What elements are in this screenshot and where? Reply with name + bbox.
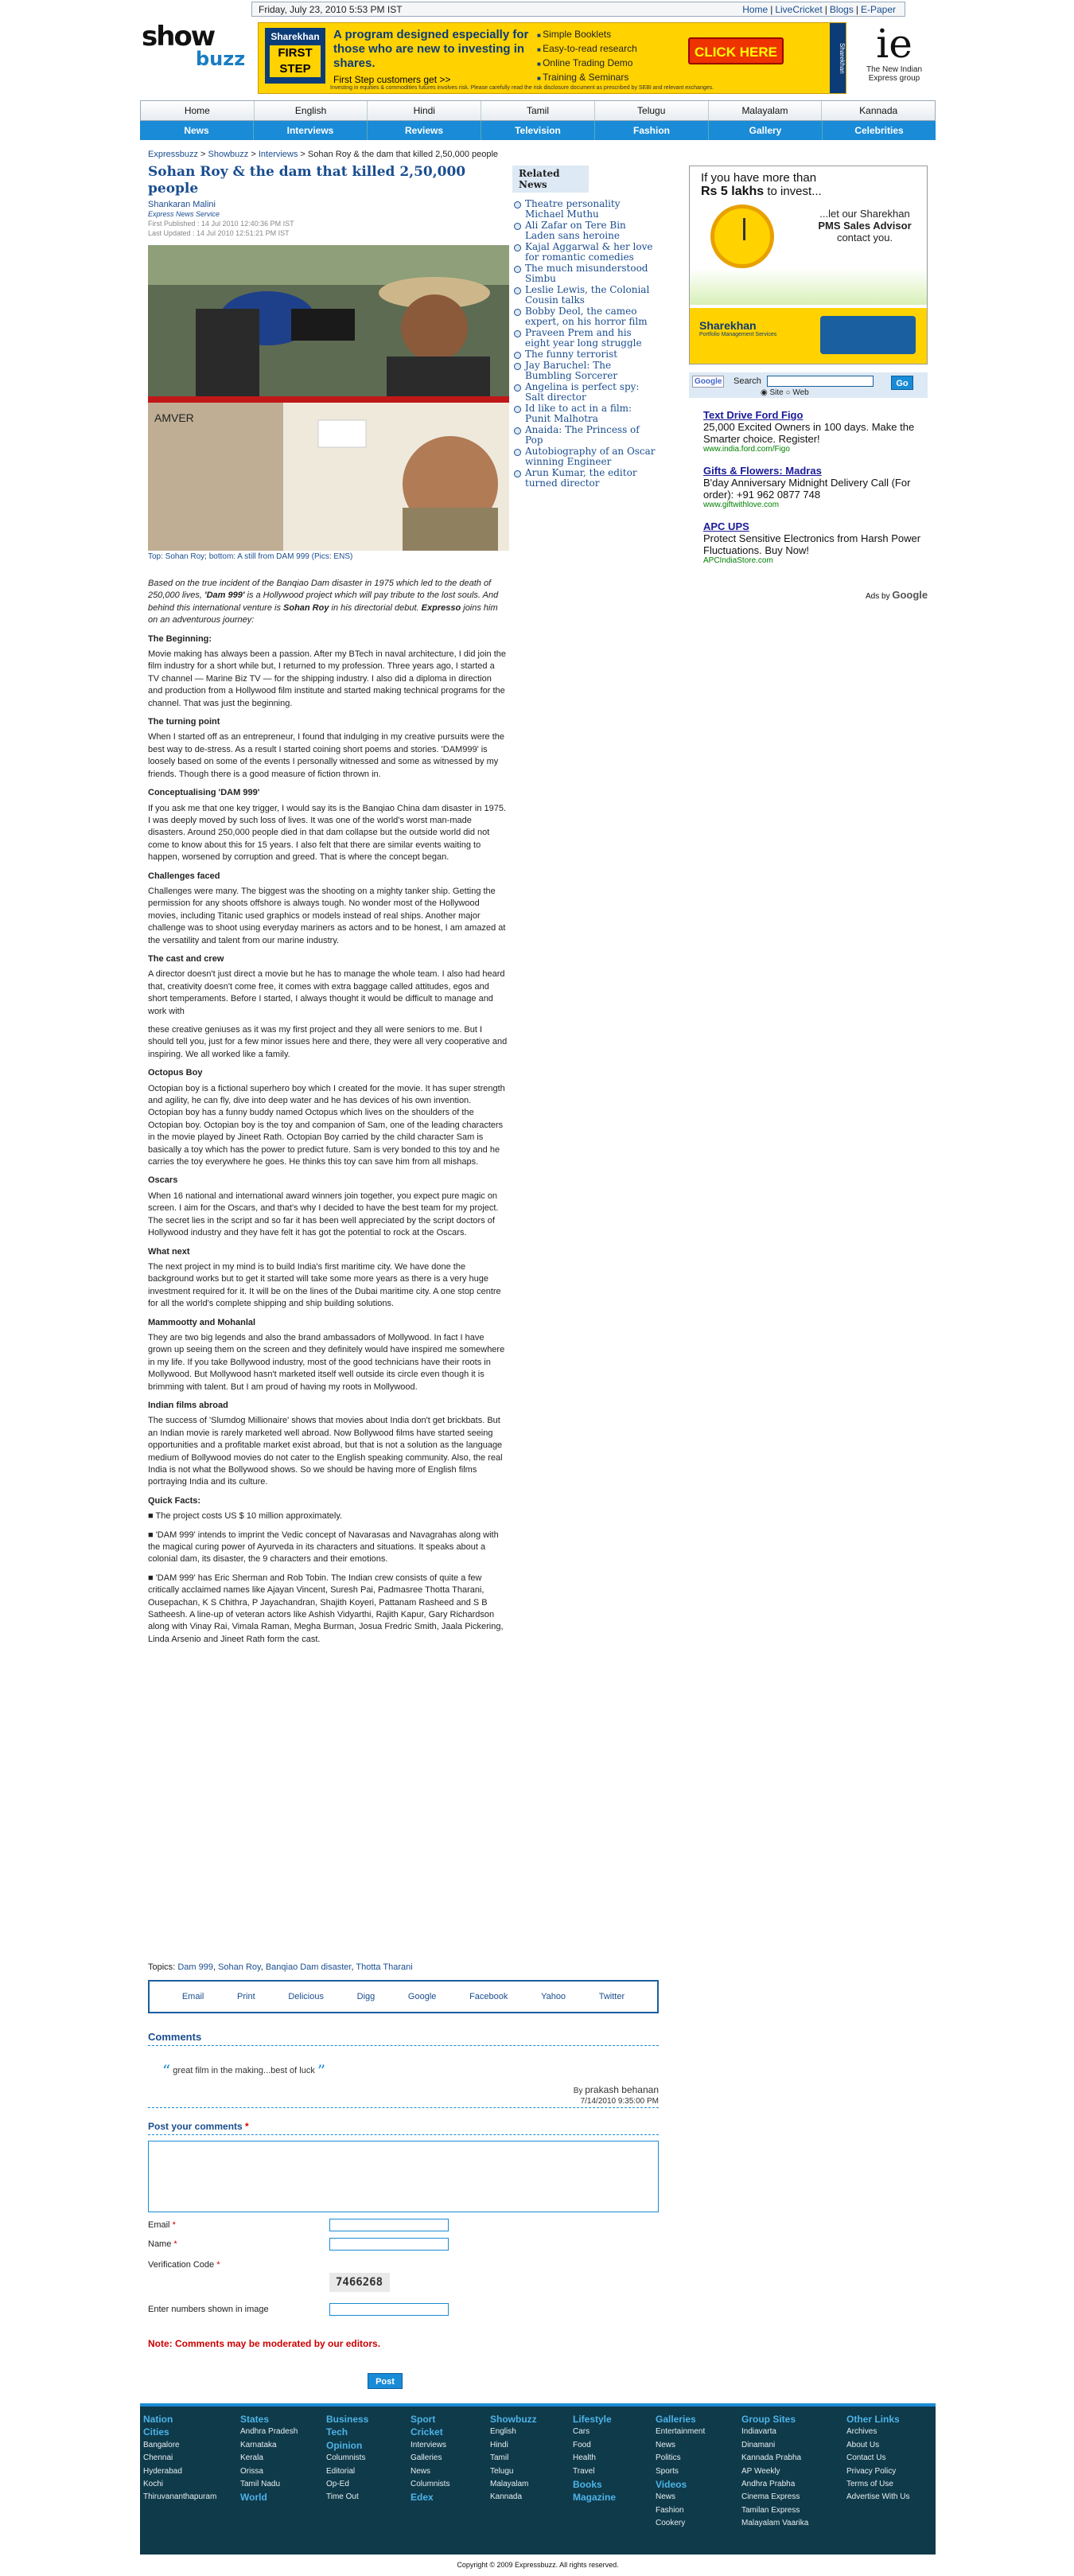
footer-col-galleries bbox=[656, 2413, 705, 2531]
ad-product: FIRST STEP bbox=[270, 45, 321, 77]
ad-bullet: ■ Easy-to-read research bbox=[537, 42, 637, 57]
section-paragraph: The next project in my mind is to build India's first maritime city. We have done the background works but to get it started will take some more years as there is a very huge investment required for it. It will be on the lines of the Dubai maritime city. A one stop centre for all the world's complete shipping and ship building solutions. bbox=[148, 1261, 501, 1309]
quick-fact: ■ 'DAM 999' has Eric Sherman and Rob Tobin. The Indian crew consists of quite a few critically acclaimed names like Ajayan Vincent, Suresh Pai, Padmasree Thotta Tharani, Ousepachan, K S Chithra, P Jayachandran, Shajith Koyeri, Pattanam Rasheed and S B Satheesh. A line-up of veteran actors like Ashish Vidyarthi, Rajith Kapur, Gary Richardson along with Vinay Rai, Vimala Raman, Megha Burman, Josua Fredric Smith, Jaala Pickering, Linda Arsenio and Jineet Rath form the cast. bbox=[148, 1572, 504, 1644]
lang-nav-hindi[interactable]: Hindi bbox=[368, 101, 481, 120]
updated-date: Last Updated : 14 Jul 2010 12:51:21 PM IST bbox=[148, 229, 290, 237]
radio-site-label: Site bbox=[769, 388, 784, 397]
footer-link[interactable]: Thiruvananthapuram bbox=[143, 2492, 217, 2502]
enter-numbers-label: Enter numbers shown in image bbox=[148, 2305, 269, 2314]
related-news-heading: Related News bbox=[512, 166, 589, 193]
footer-heading[interactable]: Galleries bbox=[656, 2414, 696, 2425]
author-link[interactable]: Shankaran Malini bbox=[148, 200, 216, 209]
section-heading: Indian films abroad bbox=[148, 1400, 228, 1410]
top-link-epaper[interactable]: E-Paper bbox=[860, 3, 896, 15]
search-scope bbox=[761, 388, 809, 397]
section-paragraph: Challenges were many. The biggest was the shooting on a mighty tanker ship. Getting the permission for any shoots offshore is always tough. No wonder most of the Hollywood movies, including Titanic used graphics or models instead of real ships. Another major challenge was to shoot using everyday mariners as actors and to be honest, I am amazed at the versatility and talent from our marine industry. bbox=[148, 886, 506, 945]
sec-nav-television[interactable]: Television bbox=[481, 121, 595, 140]
section-paragraph: these creative geniuses as it was my first project and they all were seniors to me. But I should tell you, just for a few minor issues here and there, they were all very cooperative and inspiring. We all worked like a family. bbox=[148, 1025, 508, 1059]
article-body bbox=[148, 578, 508, 1652]
footer-link[interactable]: AP Weekly bbox=[741, 2466, 780, 2476]
share-email[interactable]: Email bbox=[181, 1992, 204, 2001]
date-time: Friday, July 23, 2010 5:53 PM IST bbox=[259, 3, 403, 15]
logo-show-text: show bbox=[142, 21, 215, 53]
footer-link[interactable]: Chennai bbox=[143, 2453, 173, 2463]
intro-film-title: 'Dam 999' bbox=[204, 590, 245, 601]
topics: Topics: Dam 999, Sohan Roy, Banqiao Dam disaster, Thotta Tharani bbox=[148, 1962, 413, 1972]
radio-site-icon[interactable]: ◉ bbox=[761, 388, 768, 397]
footer-heading[interactable]: Group Sites bbox=[741, 2414, 796, 2425]
footer-link[interactable]: Hindi bbox=[490, 2440, 508, 2449]
article-title: Sohan Roy & the dam that killed 2,50,000 people bbox=[148, 164, 466, 197]
footer-link[interactable]: Andhra Prabha bbox=[741, 2480, 796, 2489]
clock-icon bbox=[710, 205, 774, 268]
footer-link[interactable]: News bbox=[411, 2466, 431, 2476]
ads-by-text: Ads by bbox=[866, 592, 890, 601]
side-ad-brand bbox=[699, 319, 776, 337]
showbuzz-logo[interactable] bbox=[140, 21, 251, 76]
footer-heading[interactable]: Showbuzz bbox=[490, 2414, 537, 2425]
text-ad bbox=[703, 465, 934, 509]
footer-link[interactable]: Kerala bbox=[240, 2453, 263, 2463]
footer-link[interactable]: Columnists bbox=[326, 2453, 366, 2463]
footer-heading[interactable]: Nation bbox=[143, 2414, 173, 2425]
footer-heading[interactable]: Other Links bbox=[846, 2414, 900, 2425]
section-heading: Quick Facts: bbox=[148, 1495, 201, 1506]
footer-link[interactable]: Op-Ed bbox=[326, 2480, 349, 2489]
topic-link[interactable]: Sohan Roy bbox=[218, 1962, 261, 1972]
related-news-item[interactable]: Bobby Deol, the cameo expert, on his horror film bbox=[512, 306, 659, 327]
lang-nav-malayalam[interactable]: Malayalam bbox=[709, 101, 823, 120]
ad-bullet: ■ Training & Seminars bbox=[537, 71, 637, 85]
section-heading: Oscars bbox=[148, 1175, 178, 1186]
post-comment-heading bbox=[148, 2121, 659, 2135]
ie-mark: ie bbox=[876, 21, 913, 67]
sec-nav-reviews[interactable]: Reviews bbox=[368, 121, 481, 140]
comment-meta bbox=[530, 2085, 659, 2106]
share-bar bbox=[148, 1980, 659, 2013]
footer-col-nation bbox=[143, 2413, 216, 2504]
section-heading: Challenges faced bbox=[148, 871, 220, 881]
sharekhan-pms-ad[interactable] bbox=[689, 166, 928, 364]
related-news-item[interactable]: Theatre personality Michael Muthu bbox=[512, 199, 659, 220]
footer-col-states bbox=[240, 2413, 298, 2504]
comment-text: great film in the making...best of luck bbox=[173, 2066, 315, 2075]
footer bbox=[140, 2403, 936, 2555]
footer-link[interactable]: Malayalam bbox=[490, 2480, 529, 2489]
photo-caption: Top: Sohan Roy; bottom: A still from DAM 999 (Pics: ENS) bbox=[148, 552, 353, 561]
footer-link[interactable]: Columnists bbox=[411, 2480, 450, 2489]
required-mark: * bbox=[173, 2239, 177, 2249]
ad-bullet: ■ Simple Booklets bbox=[537, 28, 637, 42]
related-news-item[interactable]: Leslie Lewis, the Colonial Cousin talks bbox=[512, 285, 659, 306]
lang-nav-tamil[interactable]: Tamil bbox=[481, 101, 595, 120]
post-heading-text: Post your comments bbox=[148, 2121, 243, 2132]
related-news-item[interactable]: Kajal Aggarwal & her love for romantic comedies bbox=[512, 242, 659, 263]
ad-disclaimer: Investing in equities & commodities futures involves risk. Please carefully read the risk disclosure document as prescribed by SEBI and relevant exchanges. bbox=[330, 85, 714, 91]
footer-link[interactable]: Kochi bbox=[143, 2480, 164, 2489]
comment-by: By bbox=[573, 2087, 583, 2095]
footer-heading[interactable]: Videos bbox=[656, 2479, 687, 2491]
email-label-text: Email bbox=[148, 2220, 170, 2230]
share-facebook[interactable]: Facebook bbox=[469, 1992, 508, 2001]
section-heading: The cast and crew bbox=[148, 953, 224, 964]
topic-link[interactable]: Thotta Tharani bbox=[356, 1962, 413, 1972]
side-ad-brand-name: Sharekhan bbox=[699, 319, 757, 332]
text-ad-url[interactable]: www.giftwithlove.com bbox=[703, 501, 780, 509]
section-paragraph: When I started off as an entrepreneur, I found that indulging in my creative pursuits were the best way to de-stress. As a result I started coining short poems and stories. 'DAM999' is loosely based on some of the events I personally witnessed and some as witnessed by my friends. Though there is a good measure of fiction thrown in. bbox=[148, 732, 504, 779]
related-news bbox=[512, 166, 659, 489]
intro-text: in his directorial debut. bbox=[331, 602, 419, 613]
footer-link[interactable]: Karnataka bbox=[240, 2440, 277, 2449]
text-ad-desc: Protect Sensitive Electronics from Harsh Power Fluctuations. Buy Now! bbox=[703, 532, 921, 556]
breadcrumb-interviews[interactable]: Interviews bbox=[258, 150, 298, 159]
footer-link[interactable]: Contact Us bbox=[846, 2453, 886, 2463]
footer-link[interactable]: About Us bbox=[846, 2440, 880, 2449]
google-wordmark: Google bbox=[892, 589, 928, 601]
verification-label bbox=[148, 2260, 220, 2270]
footer-heading[interactable]: Business bbox=[326, 2414, 369, 2425]
verification-label-text: Verification Code bbox=[148, 2260, 215, 2270]
footer-link[interactable]: Kannada Prabha bbox=[741, 2453, 802, 2463]
footer-link[interactable]: Malayalam Vaarika bbox=[741, 2519, 809, 2528]
ad-headline bbox=[333, 28, 532, 87]
footer-link[interactable]: Tamilan Express bbox=[741, 2505, 800, 2515]
footer-heading[interactable]: Cities bbox=[143, 2426, 169, 2438]
text-ad bbox=[703, 520, 934, 565]
footer-link[interactable]: Kannada bbox=[490, 2492, 523, 2502]
related-news-item[interactable]: The much misunderstood Simbu bbox=[512, 263, 659, 284]
intro-text: Based on the true incident of the Banqiao Dam disaster in 1975 which led to the death of 250,000 lives, bbox=[148, 579, 492, 601]
google-logo: Google bbox=[692, 376, 724, 388]
topics-label: Topics: bbox=[148, 1962, 176, 1972]
ad-brand-box bbox=[265, 28, 325, 84]
breadcrumb: Expressbuzz > Showbuzz > Interviews > Sohan Roy & the dam that killed 2,50,000 people bbox=[148, 150, 499, 159]
radio-web-icon[interactable]: ○ bbox=[785, 388, 791, 397]
lang-nav-english[interactable]: English bbox=[255, 101, 368, 120]
text-ad-desc: 25,000 Excited Owners in 100 days. Make the Smarter choice. Register! bbox=[703, 421, 915, 445]
article-photo bbox=[148, 245, 509, 551]
top-link-livecricket[interactable]: LiveCricket bbox=[775, 3, 823, 15]
footer-heading[interactable]: Lifestyle bbox=[573, 2414, 612, 2425]
footer-link[interactable]: Dinamani bbox=[741, 2440, 776, 2449]
article-intro bbox=[148, 578, 508, 627]
ie-tagline: The New Indian Express group bbox=[866, 65, 923, 83]
footer-link[interactable]: English bbox=[490, 2427, 516, 2437]
intro-director: Sohan Roy bbox=[283, 602, 329, 613]
share-digg[interactable]: Digg bbox=[356, 1992, 376, 2001]
side-ad-text: ...let our Sharekhan bbox=[819, 208, 910, 220]
search-label: Search bbox=[734, 376, 761, 386]
text-ad-url[interactable]: www.india.ford.com/Figo bbox=[703, 445, 790, 454]
section-heading: The Beginning: bbox=[148, 633, 212, 644]
plants-graphic bbox=[690, 268, 927, 305]
required-mark: * bbox=[216, 2260, 220, 2270]
footer-link[interactable]: Interviews bbox=[411, 2440, 447, 2449]
side-ad-headline bbox=[701, 171, 822, 198]
related-news-item[interactable]: Praveen Prem and his eight year long struggle bbox=[512, 328, 659, 349]
email-field[interactable] bbox=[329, 2219, 449, 2231]
sec-nav-interviews[interactable]: Interviews bbox=[254, 121, 368, 140]
breadcrumb-expressbuzz[interactable]: Expressbuzz bbox=[148, 150, 198, 159]
footer-link[interactable]: Orissa bbox=[240, 2466, 263, 2476]
footer-link[interactable]: News bbox=[656, 2440, 676, 2449]
svg-text:AMVER: AMVER bbox=[154, 411, 194, 424]
google-ads bbox=[703, 409, 934, 576]
text-ad-title[interactable]: Gifts & Flowers: Madras bbox=[703, 465, 822, 477]
section-paragraph: A director doesn't just direct a movie but he has to manage the whole team. I also had heard that, creativity doesn't come free, it comes with extra baggage called attitudes, egos and short temperaments. Before I started, I always thought it would be difficult to manage and work with bbox=[148, 969, 505, 1016]
lang-nav-home[interactable]: Home bbox=[141, 101, 255, 120]
text-ad bbox=[703, 409, 934, 454]
footer-col-showbuzz bbox=[490, 2413, 537, 2504]
text-ad-title[interactable]: Text Drive Ford Figo bbox=[703, 409, 804, 421]
footer-heading[interactable]: Tech bbox=[326, 2426, 348, 2438]
footer-link[interactable]: Tamil Nadu bbox=[240, 2480, 281, 2489]
comments-heading: Comments bbox=[148, 2031, 659, 2046]
footer-heading[interactable]: States bbox=[240, 2414, 270, 2425]
post-button[interactable]: Post bbox=[368, 2373, 403, 2389]
footer-link[interactable]: Time Out bbox=[326, 2492, 359, 2502]
side-ad-amount: Rs 5 lakhs bbox=[701, 185, 765, 198]
side-ad-text: to invest... bbox=[767, 185, 822, 198]
intro-magazine: Expresso bbox=[421, 602, 461, 613]
ad-bullets bbox=[537, 28, 637, 85]
search-go-button[interactable]: Go bbox=[891, 376, 913, 390]
section-heading: Conceptualising 'DAM 999' bbox=[148, 788, 260, 798]
sec-nav-gallery[interactable]: Gallery bbox=[709, 121, 823, 140]
footer-link[interactable]: Food bbox=[573, 2440, 591, 2449]
footer-link[interactable]: Fashion bbox=[656, 2505, 684, 2515]
google-search-box bbox=[689, 372, 928, 398]
share-print[interactable]: Print bbox=[237, 1992, 255, 2001]
section-nav bbox=[140, 121, 936, 140]
section-paragraph: Octopian boy is a fictional superhero boy which I created for the movie. It has super strength and agility, he can fly, dive into deep water and he has devices of his own invention. Octopian boy has a funny buddy named Octopus which lives on the shoulders of the Octopian boy. Octopian boy is the toy and companion of Sam, one of the leading characters in the movie played by Jineet Rath. Octopian Boy carried by the child character Sam is basically a toy which has the power to predict future. Sam is very bonded to this toy and he carries the toy everywhere he goes. He thinks this toy can save him from all mishaps. bbox=[148, 1083, 505, 1167]
name-field[interactable] bbox=[329, 2238, 449, 2251]
topic-link[interactable]: Dam 999 bbox=[177, 1962, 213, 1972]
topic-link[interactable]: Banqiao Dam disaster bbox=[265, 1962, 352, 1972]
footer-col-business bbox=[326, 2413, 368, 2504]
footer-link[interactable]: Telugu bbox=[490, 2466, 514, 2476]
copyright: Copyright © 2009 Expressbuzz. All rights reserved. bbox=[457, 2561, 619, 2569]
breadcrumb-showbuzz[interactable]: Showbuzz bbox=[208, 150, 249, 159]
section-heading: Octopus Boy bbox=[148, 1068, 203, 1078]
related-news-item[interactable]: Arun Kumar, the editor turned director bbox=[512, 468, 659, 489]
text-ad-desc: B'day Anniversary Midnight Delivery Call (For order): +91 962 0877 748 bbox=[703, 477, 911, 501]
byline bbox=[148, 200, 294, 238]
section-paragraph: The success of 'Slumdog Millionaire' shows that movies about India don't get brickbats. But an Indian movie is rarely marketed well abroad. Now Bollywood films have started seeing opportunities and a profitable market exist abroad, but that is not a solution as the language medium of Bollywood movies do not cater to the English speaking community. Also, the real India is not what the Bollywood shows. So we should be having more of English films portraying India and its culture. bbox=[148, 1416, 503, 1487]
comment-item bbox=[162, 2061, 325, 2080]
comment-textarea[interactable] bbox=[148, 2141, 659, 2212]
section-paragraph: When 16 national and international award winners join together, you expect pure magic on screen. I aim for the Oscars, and that's why I decided to have the best team for my project. The secret lies in the script and so far it has been well appreciated by the script doctors of Hollywood industry and they have felt it has got the potential to rock at the Oscars. bbox=[148, 1191, 499, 1238]
footer-link[interactable]: Cars bbox=[573, 2427, 590, 2437]
email-label bbox=[148, 2220, 176, 2230]
open-quote-icon: “ bbox=[162, 2061, 171, 2080]
footer-heading[interactable]: Books bbox=[573, 2479, 602, 2491]
share-google[interactable]: Google bbox=[407, 1992, 437, 2001]
footer-link[interactable]: Sports bbox=[656, 2466, 679, 2476]
footer-link[interactable]: Archives bbox=[846, 2427, 877, 2437]
ad-click-here-button[interactable]: CLICK HERE bbox=[688, 37, 784, 64]
footer-link[interactable]: Cinema Express bbox=[741, 2492, 800, 2502]
footer-heading[interactable]: Opinion bbox=[326, 2439, 363, 2451]
footer-heading[interactable]: World bbox=[240, 2492, 267, 2504]
sec-nav-news[interactable]: News bbox=[140, 121, 254, 140]
published-date: First Published : 14 Jul 2010 12:40:36 PM IST bbox=[148, 220, 294, 228]
name-label-text: Name bbox=[148, 2239, 172, 2249]
related-news-list bbox=[512, 199, 659, 489]
lang-nav-telugu[interactable]: Telugu bbox=[595, 101, 709, 120]
footer-link[interactable]: Health bbox=[573, 2453, 596, 2463]
footer-link[interactable]: News bbox=[656, 2492, 676, 2502]
article-source: Express News Service bbox=[148, 210, 220, 218]
footer-link[interactable]: Privacy Policy bbox=[846, 2466, 897, 2476]
footer-link[interactable]: Hyderabad bbox=[143, 2466, 182, 2476]
ad-subtext: First Step customers get >> bbox=[333, 74, 451, 85]
footer-link[interactable]: Galleries bbox=[411, 2453, 442, 2463]
captcha-image: 7466268 bbox=[329, 2273, 390, 2292]
top-links: Home | LiveCricket | Blogs | E-Paper bbox=[740, 4, 898, 15]
footer-heading[interactable]: Edex bbox=[411, 2492, 434, 2504]
footer-heading[interactable]: Magazine bbox=[573, 2492, 617, 2504]
moderation-note: Note: Comments may be moderated by our editors. bbox=[148, 2338, 381, 2349]
top-link-blogs[interactable]: Blogs bbox=[829, 3, 854, 15]
quick-fact: ■ 'DAM 999' intends to imprint the Vedic concept of Navarasas and Navagrahas along with the magical curing power of Ayurveda in its characters and situations. It speaks about a colonial dam, its disaster, the 9 characters and their emotions. bbox=[148, 1530, 499, 1565]
ad-brand: Sharekhan bbox=[270, 31, 320, 42]
close-quote-icon: ” bbox=[317, 2061, 326, 2080]
calculator-icon bbox=[820, 316, 916, 354]
footer-col-lifestyle bbox=[573, 2413, 616, 2504]
lang-nav-kannada[interactable]: Kannada bbox=[859, 105, 898, 116]
sharekhan-banner-ad[interactable] bbox=[258, 22, 846, 94]
side-ad-advisor: PMS Sales Advisor bbox=[818, 220, 912, 232]
required-mark: * bbox=[245, 2121, 249, 2132]
footer-link[interactable]: Editorial bbox=[326, 2466, 356, 2476]
text-ad-title[interactable]: APC UPS bbox=[703, 520, 749, 532]
quick-fact: ■ The project costs US $ 10 million approximately. bbox=[148, 1511, 343, 1522]
captcha-field[interactable] bbox=[329, 2303, 449, 2316]
related-news-item[interactable]: The funny terrorist bbox=[512, 349, 659, 360]
side-ad-message bbox=[809, 208, 920, 244]
intro-text: is a Hollywood project which will pay tribute to the lost souls. And behind this international venture is bbox=[148, 590, 499, 613]
indian-express-group-logo[interactable] bbox=[854, 22, 934, 94]
top-bar bbox=[251, 2, 905, 17]
related-news-item[interactable]: Id like to act in a film: Punit Malhotra bbox=[512, 403, 659, 424]
top-link-home[interactable]: Home bbox=[742, 3, 769, 15]
sec-nav-celebrities[interactable]: Celebrities bbox=[854, 125, 904, 136]
comment-date: 7/14/2010 9:35:00 PM bbox=[580, 2097, 659, 2106]
ad-headline-text: A program designed especially for those who are new to investing in shares. bbox=[333, 28, 529, 70]
footer-link[interactable]: Politics bbox=[656, 2453, 681, 2463]
footer-link[interactable]: Indiavarta bbox=[741, 2427, 776, 2437]
footer-link[interactable]: Andhra Pradesh bbox=[240, 2427, 298, 2437]
side-ad-text: contact you. bbox=[836, 232, 893, 244]
radio-web-label: Web bbox=[792, 388, 809, 397]
footer-link[interactable]: Advertise With Us bbox=[846, 2492, 910, 2502]
section-paragraph: They are two big legends and also the brand ambassadors of Mollywood. In fact I have grown up seeing them on the screen and they definitely would have inspired me somewhere in my life. If you take Bollywood industry, most of the good technicians have their roots in Mollywood. But Mollywood hasn't marketed itself well outside its circle even though it is brimming with talent. But I am proud of having my roots in Mollywood. bbox=[148, 1332, 505, 1392]
ads-by-google[interactable] bbox=[866, 589, 928, 601]
intro-text: joins him on an adventurous journey: bbox=[148, 602, 498, 625]
section-paragraph: If you ask me that one key trigger, I would say its is the Banqiao China dam disaster in 1975. I was deeply moved by such loss of lives. It was one of the world's worst man-made disasters. Around 250,000 people died in that dam collapse but the outside world did not come to know about this for 15 years. I also felt that there are similar events waiting to happen, worsened by corruption and greed. That is where the concept began. bbox=[148, 803, 507, 863]
footer-heading[interactable]: Sport bbox=[411, 2414, 436, 2425]
footer-link[interactable]: Entertainment bbox=[656, 2427, 706, 2437]
comment-author: prakash behanan bbox=[585, 2084, 659, 2095]
text-ad-url[interactable]: APCIndiaStore.com bbox=[703, 556, 773, 565]
footer-link[interactable]: Tamil bbox=[490, 2453, 509, 2463]
side-ad-brand-sub: Portfolio Management Services bbox=[699, 332, 777, 337]
side-ad-text: If you have more than bbox=[701, 171, 817, 185]
footer-col-group-sites bbox=[741, 2413, 808, 2531]
related-news-item[interactable]: Ali Zafar on Tere Bin Laden sans heroine bbox=[512, 220, 659, 241]
footer-link[interactable]: Travel bbox=[573, 2466, 595, 2476]
sec-nav-fashion[interactable]: Fashion bbox=[595, 121, 709, 140]
required-mark: * bbox=[172, 2220, 176, 2230]
name-label bbox=[148, 2239, 177, 2249]
share-delicious[interactable]: Delicious bbox=[288, 1992, 324, 2001]
section-heading: What next bbox=[148, 1246, 190, 1257]
side-ad-footer bbox=[690, 308, 927, 364]
ad-side-label: Sharekhan bbox=[830, 23, 846, 93]
logo-buzz-text: buzz bbox=[196, 48, 246, 70]
footer-link[interactable]: Cookery bbox=[656, 2519, 686, 2528]
footer-col-sport bbox=[411, 2413, 449, 2504]
footer-heading[interactable]: Cricket bbox=[411, 2426, 443, 2438]
footer-link[interactable]: Bangalore bbox=[143, 2440, 180, 2449]
search-input[interactable] bbox=[767, 376, 874, 387]
related-news-item[interactable]: Anaida: The Princess of Pop bbox=[512, 425, 659, 446]
footer-col-other-links bbox=[846, 2413, 909, 2504]
footer-link[interactable]: Terms of Use bbox=[846, 2480, 893, 2489]
related-news-item[interactable]: Autobiography of an Oscar winning Engineer bbox=[512, 446, 659, 467]
share-yahoo[interactable]: Yahoo bbox=[541, 1992, 566, 2001]
ad-bullet: ■ Online Trading Demo bbox=[537, 57, 637, 71]
section-paragraph: Movie making has always been a passion. After my BTech in naval architecture, I did join the film industry for a short while but, I returned to my profession. Three years ago, I started a TV channel — Marine Biz TV — for the shipping industry. I also did a diploma in direction and production from a Hollywood film institute and started making technical programs for the channel. That was just the beginning. bbox=[148, 649, 507, 708]
section-heading: The turning point bbox=[148, 717, 220, 727]
divider bbox=[148, 2107, 659, 2108]
related-news-item[interactable]: Jay Baruchel: The Bumbling Sorcerer bbox=[512, 360, 659, 381]
language-nav bbox=[140, 100, 936, 121]
share-twitter[interactable]: Twitter bbox=[598, 1992, 625, 2001]
related-news-item[interactable]: Angelina is perfect spy: Salt director bbox=[512, 382, 659, 403]
section-heading: Mammootty and Mohanlal bbox=[148, 1317, 256, 1327]
breadcrumb-current: Sohan Roy & the dam that killed 2,50,000 people bbox=[307, 150, 499, 159]
